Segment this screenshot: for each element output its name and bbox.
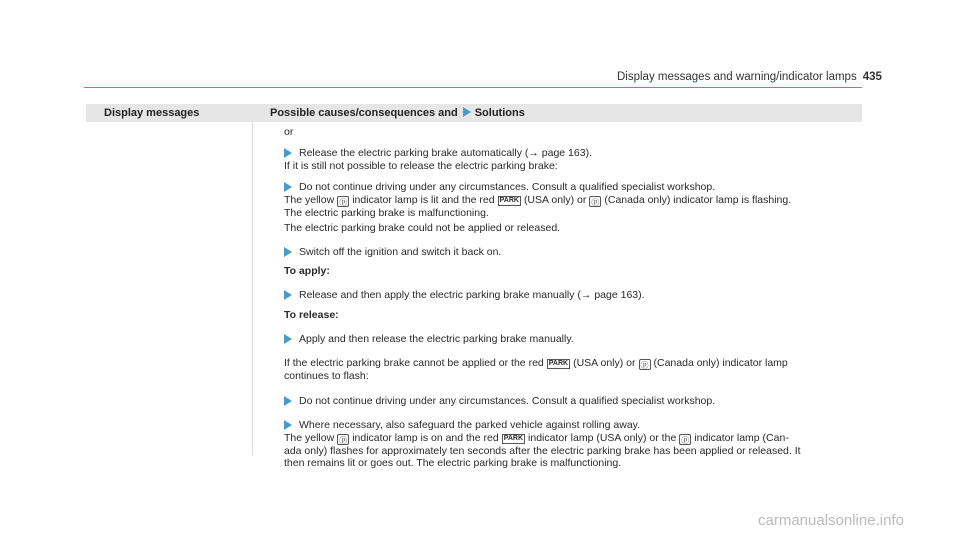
park-icon: PARK	[503, 434, 524, 442]
text-line: If the electric parking brake cannot be applied or the red PARK (USA only) or ⓟ (Canada only) indicator lamp	[284, 357, 788, 371]
step-apply-manual: Release and then apply the electric parking brake manually (→ page 163).	[284, 289, 854, 301]
step-release-manual: Apply and then release the electric parking brake manually.	[284, 333, 854, 345]
parking-brake-icon: ⓟ	[339, 435, 348, 445]
text-or: or	[284, 126, 294, 138]
header-title: Display messages and warning/indicator lamps	[617, 71, 857, 83]
col-causes-solutions: Possible causes/consequences and Solutions	[270, 107, 525, 119]
step-no-driving-2: Do not continue driving under any circumstances. Consult a qualified specialist workshop.	[284, 395, 854, 407]
text-line: The electric parking brake could not be applied or released.	[284, 222, 561, 235]
parking-brake-icon: ⓟ	[681, 435, 690, 445]
step-no-driving: Do not continue driving under any circumstances. Consult a qualified specialist workshop.	[284, 181, 854, 193]
subheading-apply: To apply:	[284, 264, 330, 277]
arrow-icon	[463, 107, 471, 117]
step-release-auto: Release the electric parking brake automatically (→ page 163).	[284, 147, 854, 159]
col-display-messages: Display messages	[104, 107, 200, 119]
arrow-icon	[284, 247, 292, 257]
watermark: carmanualsonline.info	[758, 512, 904, 529]
park-icon: PARK	[499, 196, 519, 204]
arrow-icon	[284, 182, 292, 192]
text-line: continues to flash:	[284, 370, 369, 383]
page-number: 435	[862, 71, 882, 83]
solutions-cell	[284, 126, 854, 470]
subheading-release: To release:	[284, 308, 339, 321]
text-line: The yellow ⓟ indicator lamp is lit and the red PARK (USA only) or ⓟ (Canada only) indicator lamp is flashing.	[284, 193, 792, 207]
text-line: If it is still not possible to release the electric parking brake:	[284, 159, 558, 172]
parking-brake-icon: ⓟ	[640, 361, 649, 371]
text-line: then remains lit or goes out. The electric parking brake is malfunctioning.	[284, 457, 622, 470]
text-line: The yellow ⓟ indicator lamp is on and the red PARK indicator lamp (USA only) or the ⓟ indicator lamp (Can-	[284, 431, 789, 445]
arrow-icon	[284, 334, 292, 344]
step-safeguard: Where necessary, also safeguard the parked vehicle against rolling away.	[284, 419, 854, 431]
messages-table	[86, 104, 862, 470]
arrow-icon	[284, 420, 292, 430]
parking-brake-icon: ⓟ	[591, 197, 600, 207]
column-divider	[252, 122, 253, 455]
text-line: ada only) flashes for approximately ten seconds after the electric parking brake has been applied or released. It	[284, 444, 801, 457]
header-rule	[84, 87, 862, 88]
step-ignition: Switch off the ignition and switch it back on.	[284, 246, 854, 258]
arrow-icon	[284, 148, 292, 158]
text-line: The electric parking brake is malfunctioning.	[284, 206, 489, 219]
parking-brake-icon: ⓟ	[339, 197, 348, 207]
page-header	[617, 71, 882, 83]
table-header	[86, 104, 862, 122]
park-icon: PARK	[548, 360, 569, 368]
arrow-icon	[284, 396, 292, 406]
arrow-icon	[284, 290, 292, 300]
